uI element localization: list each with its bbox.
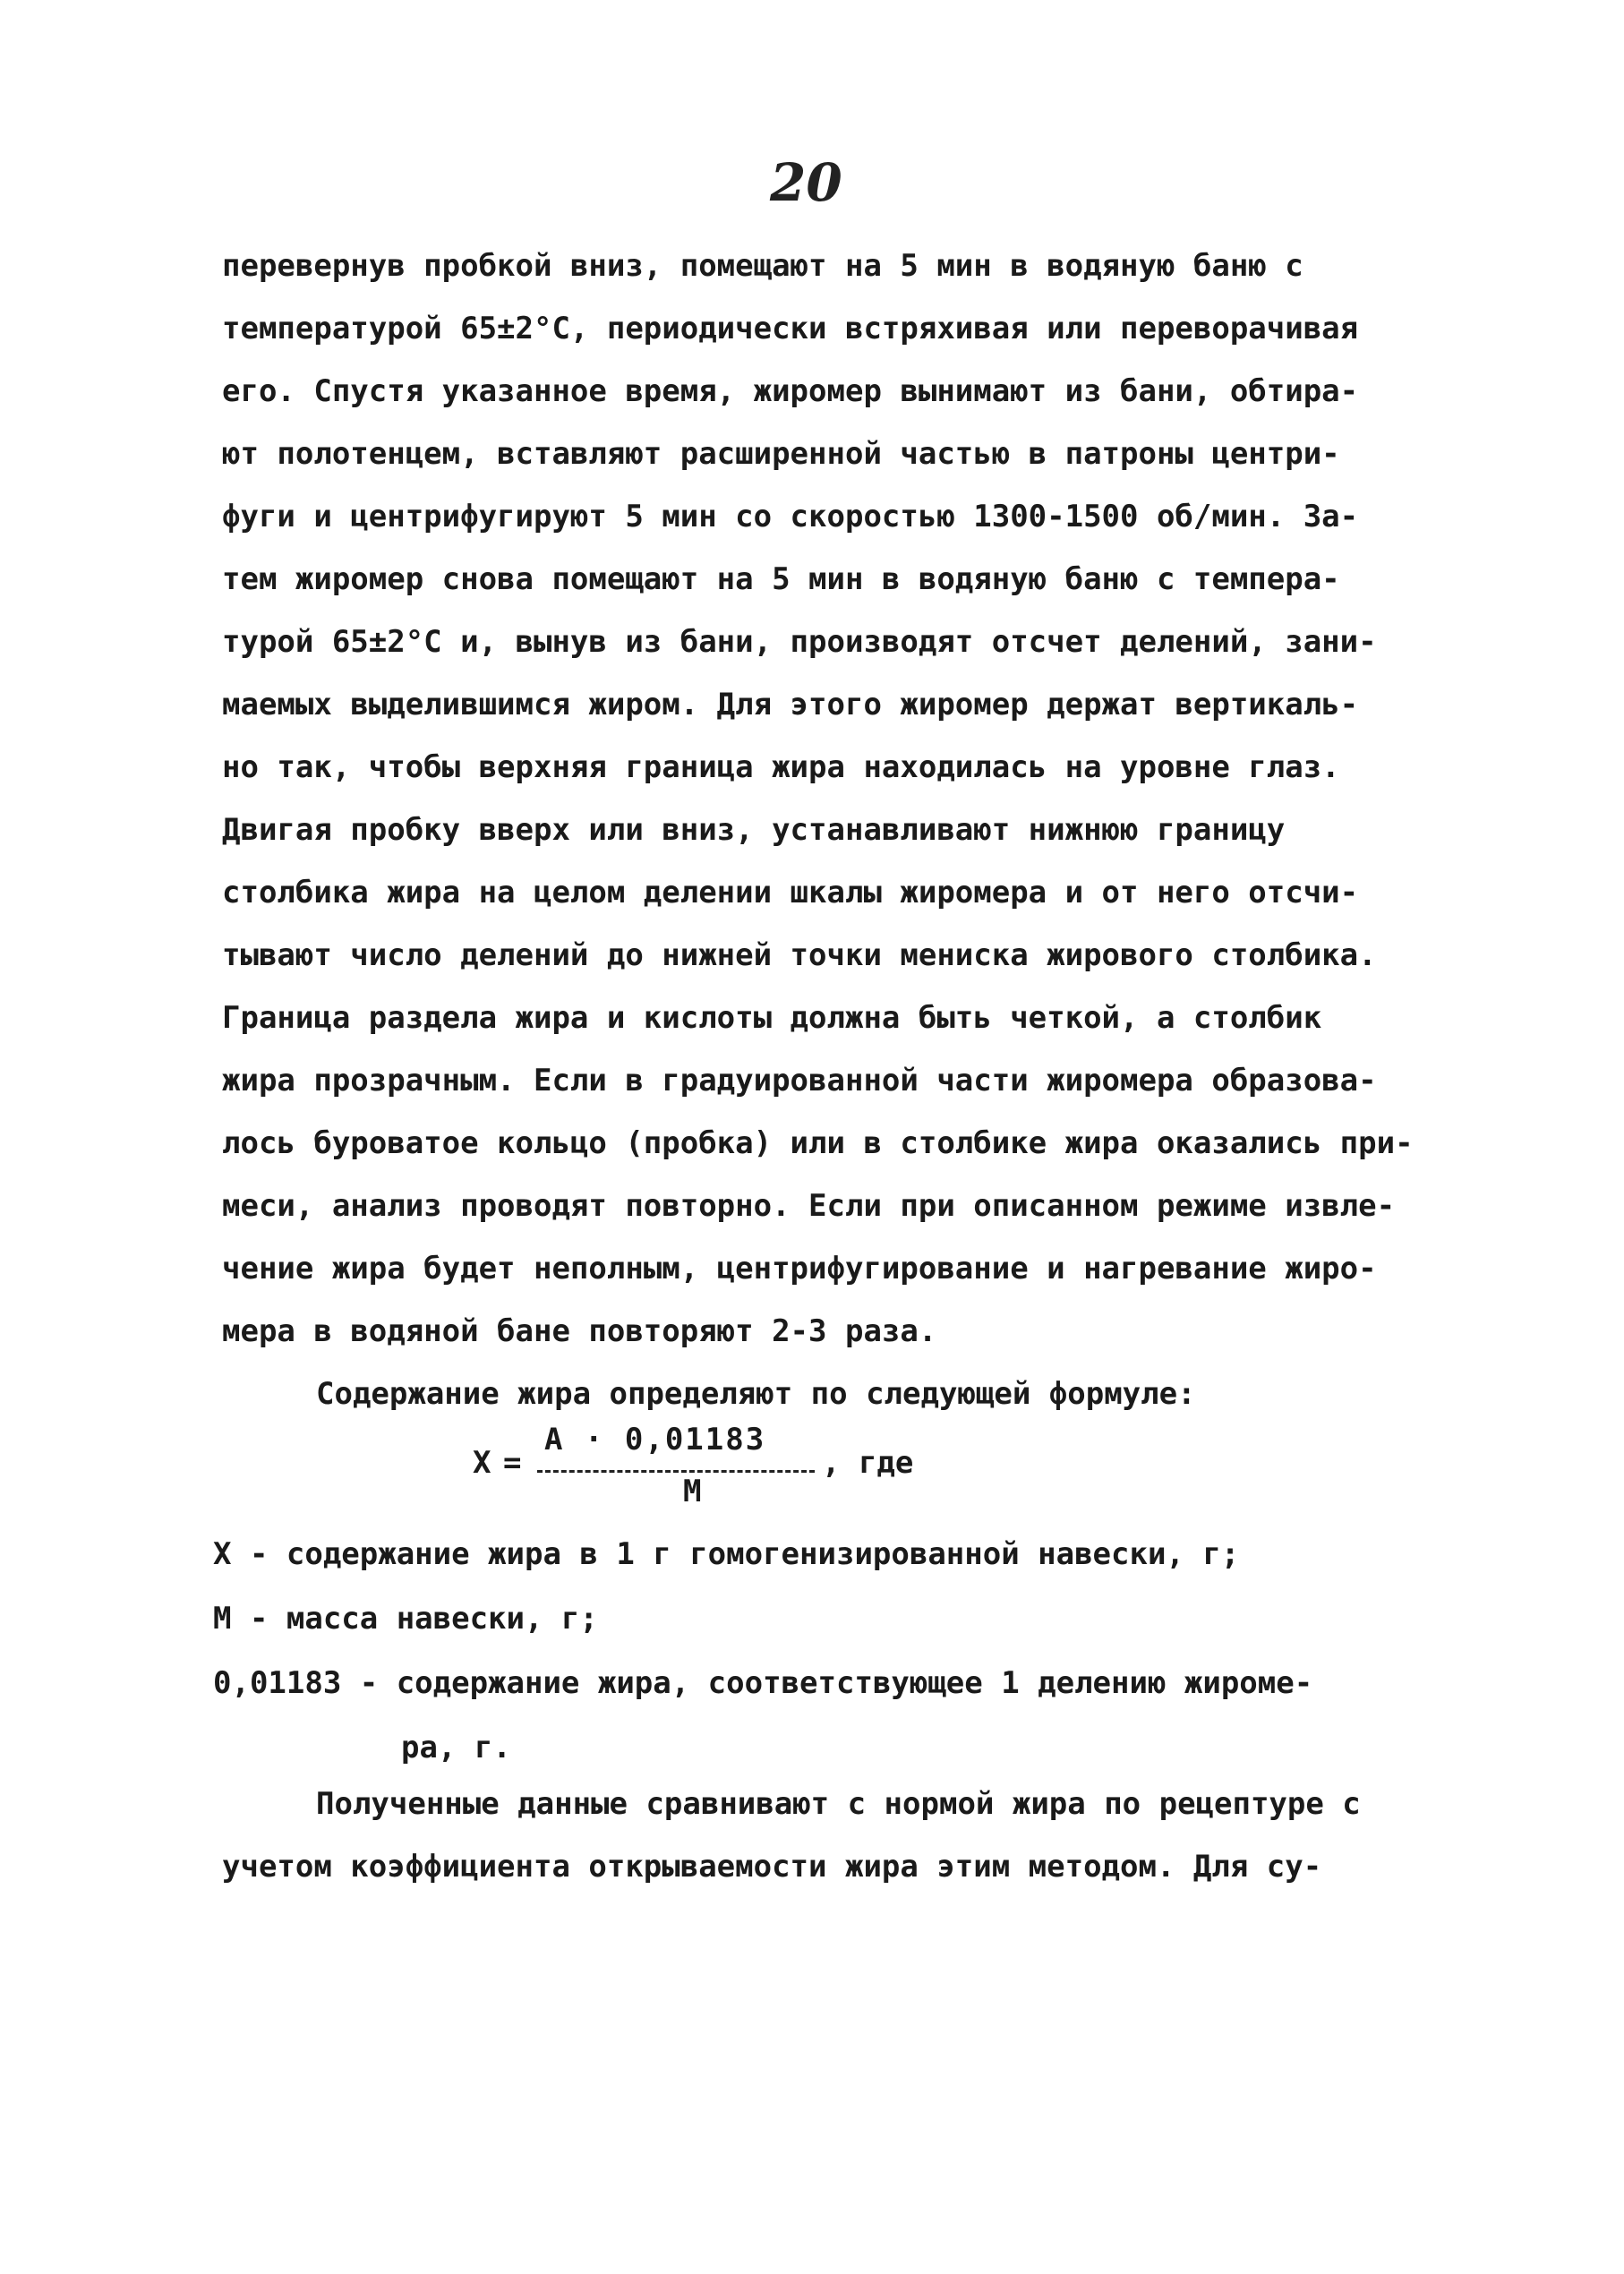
fraction-bar [537, 1470, 815, 1473]
body-line: учетом коэффициента открываемости жира этим методом. Для су- [222, 1849, 1322, 1885]
body-paragraph [222, 235, 1449, 1425]
formula-numerator: А · 0,01183 [544, 1422, 766, 1458]
body-line: тывают число делений до нижней точки мениска жирового столбика. [222, 937, 1377, 973]
body-line: но так, чтобы верхняя граница жира находилась на уровне глаз. [222, 749, 1340, 785]
body-line: столбика жира на целом делении шкалы жиромера и от него отсчи- [222, 875, 1359, 910]
formula-lhs: Х [473, 1445, 491, 1481]
body-line: жира прозрачным. Если в градуированной части жиромера образова- [222, 1063, 1377, 1099]
legend-item: Х - содержание жира в 1 г гомогенизированной навески, г; [213, 1536, 1240, 1572]
page-number: 20 [770, 152, 842, 213]
formula-denominator: М [683, 1474, 702, 1509]
body-line: тем жиромер снова помещают на 5 мин в водяную баню с темпера- [222, 561, 1340, 597]
legend-item: М - масса навески, г; [213, 1601, 598, 1637]
formula-intro: Содержание жира определяют по следующей формуле: [316, 1376, 1196, 1412]
legend-continuation: ра, г. [401, 1730, 511, 1765]
body-line: турой 65±2°С и, вынув из бани, производят отсчет делений, зани- [222, 624, 1377, 660]
body-line: перевернув пробкой вниз, помещают на 5 мин в водяную баню с [222, 248, 1303, 284]
formula-suffix: , где [822, 1445, 914, 1481]
body-line: Полученные данные сравнивают с нормой жира по рецептуре с [316, 1786, 1361, 1822]
body-line: чение жира будет неполным, центрифугирование и нагревание жиро- [222, 1251, 1377, 1287]
body-line: мера в водяной бане повторяют 2-3 раза. [222, 1313, 937, 1349]
body-line: фуги и центрифугируют 5 мин со скоростью 1300-1500 об/мин. За- [222, 499, 1359, 534]
closing-paragraph [222, 1773, 1449, 1898]
body-line: ют полотенцем, вставляют расширенной частью в патроны центри- [222, 436, 1340, 472]
formula-equals: = [503, 1445, 522, 1481]
body-line: Граница раздела жира и кислоты должна быть четкой, а столбик [222, 1000, 1322, 1036]
body-line: меси, анализ проводят повторно. Если при описанном режиме извле- [222, 1188, 1396, 1224]
body-line: маемых выделившимся жиром. Для этого жиромер держат вертикаль- [222, 687, 1359, 722]
formula-legend [213, 1522, 1466, 1780]
legend-item: 0,01183 - содержание жира, соответствующее 1 делению жироме- [213, 1665, 1313, 1701]
body-line: Двигая пробку вверх или вниз, устанавливают нижнюю границу [222, 812, 1286, 848]
body-line: его. Спустя указанное время, жиромер вынимают из бани, обтира- [222, 373, 1359, 409]
body-line: лось буроватое кольцо (пробка) или в столбике жира оказались при- [222, 1125, 1414, 1161]
body-line: температурой 65±2°С, периодически встряхивая или переворачивая [222, 311, 1359, 346]
